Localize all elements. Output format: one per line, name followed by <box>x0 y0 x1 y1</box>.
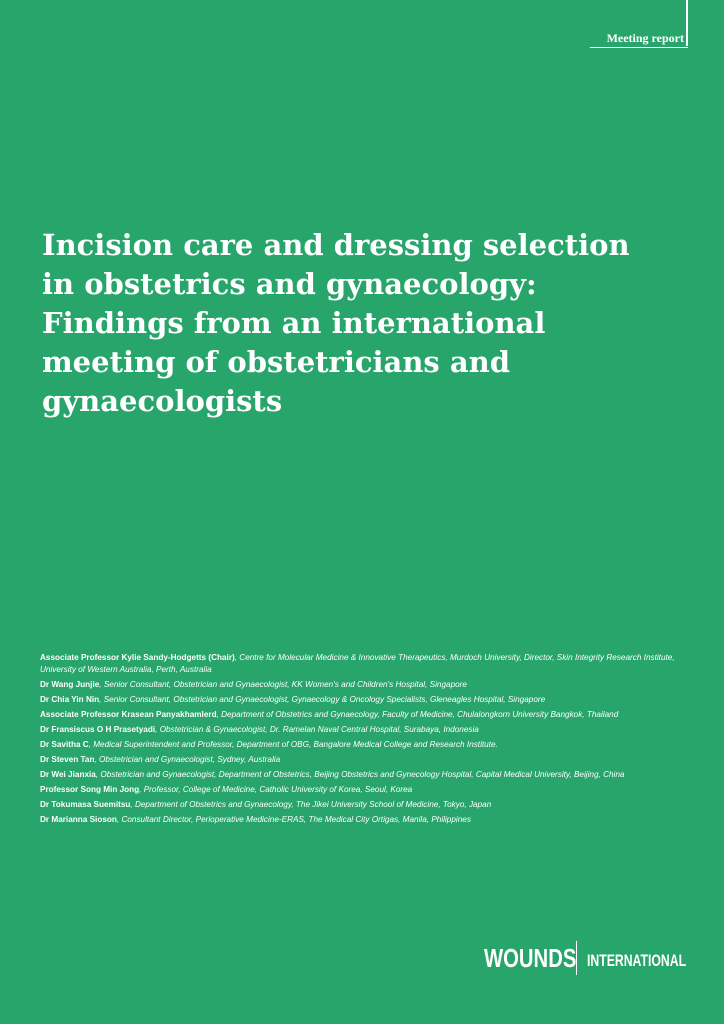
author-affiliation: , Obstetrician & Gynaecologist, Dr. Ramelan Naval Central Hospital, Surabaya, Indonesia <box>155 725 479 734</box>
author-entry <box>40 709 680 721</box>
author-name: Dr Chia Yin Nin <box>40 695 100 704</box>
author-name: Dr Fransiscus O H Prasetyadi <box>40 725 156 734</box>
author-name: Associate Professor Krasean Panyakhamlerd <box>40 710 217 719</box>
author-name: Dr Wei Jianxia <box>40 770 96 779</box>
wounds-international-logo <box>484 940 724 976</box>
author-affiliation: , Professor, College of Medicine, Catholic University of Korea, Seoul, Korea <box>139 785 413 794</box>
author-entry <box>40 799 680 811</box>
author-affiliation: , Obstetrician and Gynaecologist, Sydney, Australia <box>94 755 281 764</box>
logo-wordmark-wounds: WOUNDS <box>484 942 577 973</box>
author-entry <box>40 769 680 781</box>
report-type-label: Meeting report <box>606 31 684 45</box>
author-name: Dr Savitha C <box>40 740 89 749</box>
author-name: Professor Song Min Jong <box>40 785 140 794</box>
author-name: Dr Marianna Sioson <box>40 815 117 824</box>
author-entry <box>40 754 680 766</box>
author-entry <box>40 814 680 826</box>
author-entry <box>40 694 680 706</box>
author-affiliation: , Senior Consultant, Obstetrician and Gynaecologist, Gynaecology & Oncology Specialists, Gleneagles Hospital, Singapore <box>99 695 546 704</box>
corner-horizontal-rule <box>590 47 688 48</box>
logo-divider <box>576 941 577 975</box>
author-entry <box>40 724 680 736</box>
author-affiliation: , Consultant Director, Perioperative Medicine-ERAS, The Medical City Ortigas, Manila, Philippines <box>116 815 471 824</box>
author-affiliation: , Department of Obstetrics and Gynaecology, The Jikei University School of Medicine, Tokyo, Japan <box>130 800 492 809</box>
author-affiliation: , Senior Consultant, Obstetrician and Gynaecologist, KK Women's and Children's Hospital, Singapore <box>99 680 467 689</box>
logo-wordmark-international: INTERNATIONAL <box>587 951 687 970</box>
author-list <box>40 652 680 829</box>
author-name: Dr Tokumasa Suemitsu <box>40 800 131 809</box>
author-affiliation: , Obstetrician and Gynaecologist, Department of Obstetrics, Beijing Obstetrics and Gynecology Hospital, Capital Medical University, Beijing, China <box>95 770 625 779</box>
author-name: Associate Professor Kylie Sandy-Hodgetts (Chair) <box>40 653 235 662</box>
author-entry <box>40 652 680 676</box>
author-affiliation: , Department of Obstetrics and Gynaecology, Faculty of Medicine, Chulalongkorn University Bangkok, Thailand <box>216 710 619 719</box>
author-affiliation: , Centre for Molecular Medicine & Innovative Therapeutics, Murdoch University, Director, Skin Integrity Research Institute, University of Western Australia, Perth, Australia <box>40 653 675 674</box>
author-entry <box>40 679 680 691</box>
author-affiliation: , Medical Superintendent and Professor, Department of OBG, Bangalore Medical College and Research Institute. <box>88 740 498 749</box>
author-name: Dr Steven Tan <box>40 755 95 764</box>
corner-vertical-rule <box>686 0 688 46</box>
author-entry <box>40 739 680 751</box>
document-title: Incision care and dressing selection in obstetrics and gynaecology: Findings from an international meeting of obstetricians and gynaecologists <box>42 228 630 418</box>
author-name: Dr Wang Junjie <box>40 680 100 689</box>
author-entry <box>40 784 680 796</box>
